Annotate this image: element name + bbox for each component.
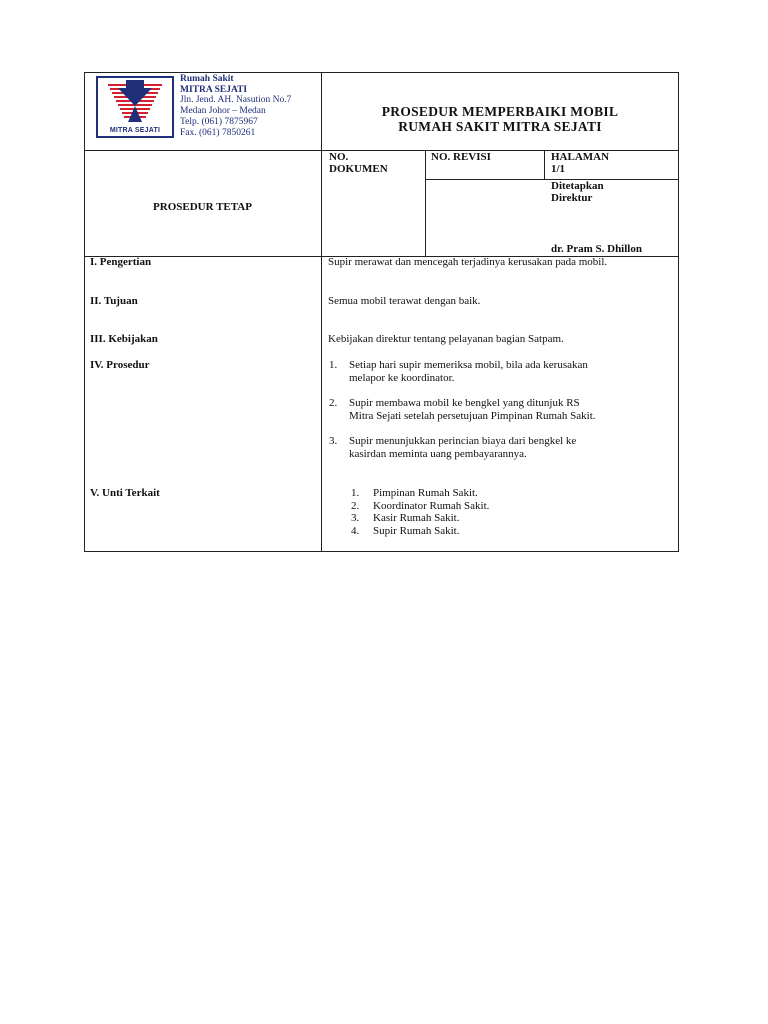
meta-divider-1	[425, 150, 426, 256]
text-pengertian: Supir merawat dan mencegah terjadinya kerusakan pada mobil.	[328, 256, 608, 268]
text-tujuan: Semua mobil terawat dengan baik.	[328, 295, 481, 307]
prosedur-step: 1. Setiap hari supir memeriksa mobil, bila ada kerusakan melapor ke koordinator.	[329, 359, 588, 384]
hospital-phone: Telp. (061) 7875967	[180, 116, 258, 127]
table-border-right	[678, 72, 679, 552]
document-title	[322, 104, 678, 134]
no-revisi-label: NO. REVISI	[431, 151, 491, 163]
hospital-logo	[96, 76, 174, 138]
hospital-fax: Fax. (061) 7850261	[180, 127, 256, 138]
signatory-name: dr. Pram S. Dhillon	[551, 243, 642, 255]
meta-divider-2	[544, 150, 545, 179]
halaman-label: HALAMAN 1/1	[551, 151, 610, 175]
title-line-2: RUMAH SAKIT MITRA SEJATI	[398, 119, 602, 134]
table-border-top	[84, 72, 679, 73]
label-tujuan: II. Tujuan	[90, 295, 138, 307]
unit-item: 4. Supir Rumah Sakit.	[351, 524, 460, 537]
table-border-left	[84, 72, 85, 552]
hospital-name: MITRA SEJATI	[180, 84, 248, 95]
prosedur-step: 3. Supir menunjukkan perincian biaya dari bengkel ke kasirdan meminta uang pembayarannya.	[329, 435, 577, 460]
logo-text: MITRA SEJATI	[109, 127, 161, 134]
no-dokumen-label: NO. DOKUMEN	[329, 151, 388, 175]
section-label: PROSEDUR TETAP	[153, 201, 252, 213]
unit-item: 3. Kasir Rumah Sakit.	[351, 512, 460, 525]
prosedur-steps	[329, 359, 674, 461]
text-kebijakan: Kebijakan direktur tentang pelayanan bagian Satpam.	[328, 333, 564, 345]
table-border-bottom	[84, 551, 679, 552]
label-unit-terkait: V. Unti Terkait	[90, 487, 160, 499]
hospital-address-2: Medan Johor – Medan	[180, 106, 266, 117]
prosedur-step: 2. Supir membawa mobil ke bengkel yang ditunjuk RS Mitra Sejati setelah persetujuan Pimpinan Rumah Sakit.	[329, 397, 596, 422]
label-kebijakan: III. Kebijakan	[90, 333, 158, 345]
hospital-type: Rumah Sakit	[180, 74, 234, 84]
label-prosedur: IV. Prosedur	[90, 359, 150, 371]
unit-item: 2. Koordinator Rumah Sakit.	[351, 499, 490, 512]
logo-emblem-icon	[98, 78, 172, 124]
unit-terkait-list	[351, 487, 489, 537]
title-line-1: PROSEDUR MEMPERBAIKI MOBIL	[381, 104, 619, 119]
table-divider-vertical	[321, 72, 322, 552]
ditetapkan-label: Ditetapkan Direktur	[551, 180, 604, 204]
unit-item: 1. Pimpinan Rumah Sakit.	[351, 487, 478, 499]
label-pengertian: I. Pengertian	[90, 256, 152, 268]
hospital-address-1: Jln. Jend. AH. Nasution No.7	[180, 95, 292, 106]
hospital-info	[180, 74, 291, 138]
